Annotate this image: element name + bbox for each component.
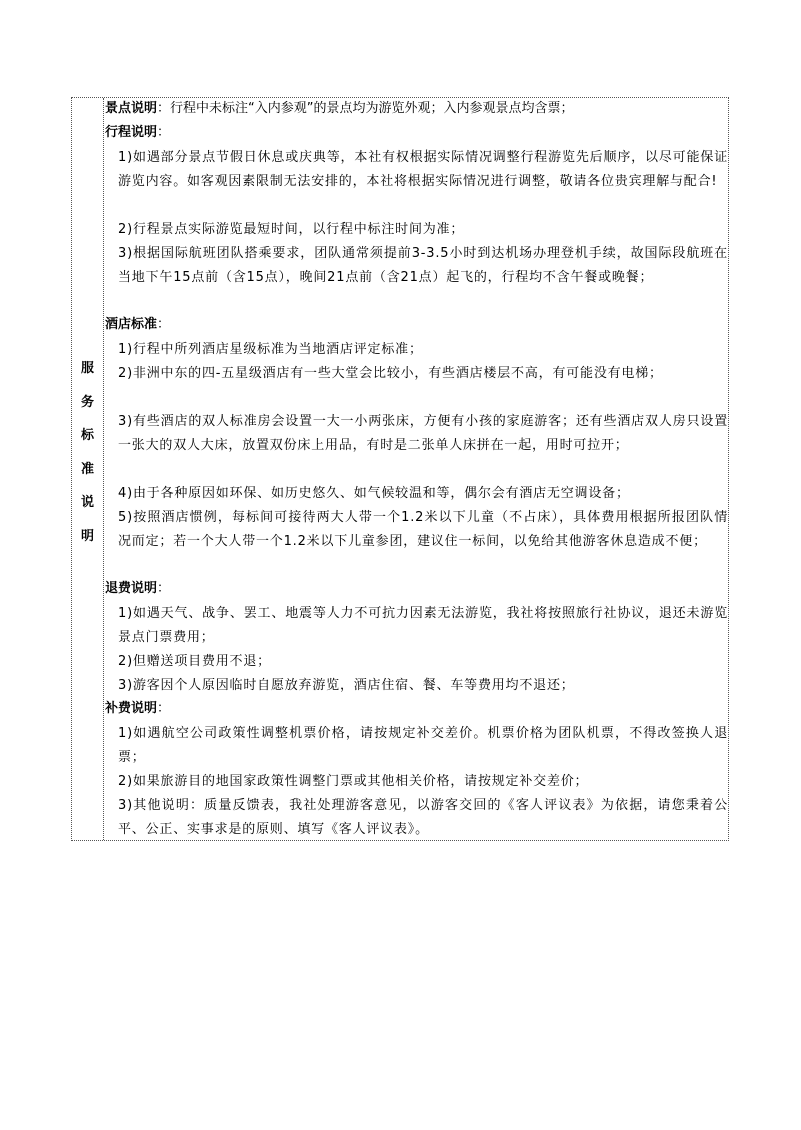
side-label-char: 服	[80, 361, 94, 376]
list-item: 3)根据国际航班团队搭乘要求，团队通常须提前3-3.5小时到达机场办理登机手续，故国际段航班在当地下午15点前（含15点），晚间21点前（含21点）起飞的，行程均不含午餐或晚餐；	[118, 246, 728, 285]
list-item: 1)如遇航空公司政策性调整机票价格，请按规定补交差价。机票价格为团队机票，不得改签换人退票；	[118, 726, 728, 765]
list-item: 3)有些酒店的双人标准房会设置一大一小两张床，方便有小孩的家庭游客；还有些酒店双人房只设置一张大的双人大床，放置双份床上用品，有时是二张单人床拼在一起，用时可拉开；	[118, 414, 728, 453]
section-heading-surcharge: 补费说明：	[105, 701, 171, 716]
list-item: 5)按照酒店惯例，每标间可接待两大人带一个1.2米以下儿童（不占床），具体费用根据所报团队情况而定；若一个大人带一个1.2米以下儿童参团，建议住一标间，以免给其他游客休息造成不便；	[118, 510, 728, 549]
list-item: 3)游客因个人原因临时自愿放弃游览，酒店住宿、餐、车等费用均不退还；	[118, 678, 575, 693]
list-item: 4)由于各种原因如环保、如历史悠久、如气候较温和等，偶尔会有酒店无空调设备；	[118, 486, 630, 501]
side-label	[72, 352, 103, 553]
section-heading-itinerary: 行程说明：	[105, 125, 171, 140]
list-item: 2)但赠送项目费用不退；	[118, 654, 271, 669]
section-heading-hotel: 酒店标准：	[105, 317, 171, 332]
list-item: 1)如遇天气、战争、罢工、地震等人力不可抗力因素无法游览，我社将按照旅行社协议，退还未游览景点门票费用；	[118, 606, 728, 645]
service-standards-table	[71, 97, 729, 841]
side-label-char: 明	[80, 528, 94, 544]
side-label-cell	[72, 98, 104, 840]
list-item: 2)行程景点实际游览最短时间，以行程中标注时间为准；	[118, 222, 465, 237]
side-label-char: 务	[80, 394, 94, 410]
side-label-char: 说	[80, 495, 94, 510]
side-label-char: 标	[80, 428, 94, 443]
section-heading-refund: 退费说明：	[105, 581, 171, 596]
list-item: 2)如果旅游目的地国家政策性调整门票或其他相关价格，请按规定补交差价；	[118, 774, 589, 789]
list-item: 1)行程中所列酒店星级标准为当地酒店评定标准；	[118, 342, 423, 357]
section-heading-sights: 景点说明：行程中未标注“入内参观”的景点均为游览外观；入内参观景点均含票；	[105, 101, 574, 116]
side-label-char: 准	[80, 461, 94, 477]
list-item: 2)非洲中东的四-五星级酒店有一些大堂会比较小，有些酒店楼层不高，有可能没有电梯；	[118, 366, 663, 381]
list-item: 1)如遇部分景点节假日休息或庆典等，本社有权根据实际情况调整行程游览先后顺序，以尽可能保证游览内容。如客观因素限制无法安排的，本社将根据实际情况进行调整，敬请各位贵宾理解与配合!	[118, 150, 728, 189]
list-item: 3)其他说明：质量反馈表，我社处理游客意见，以游客交回的《客人评议表》为依据，请您秉着公平、公正、实事求是的原则、填写《客人评议表》。	[118, 798, 728, 837]
